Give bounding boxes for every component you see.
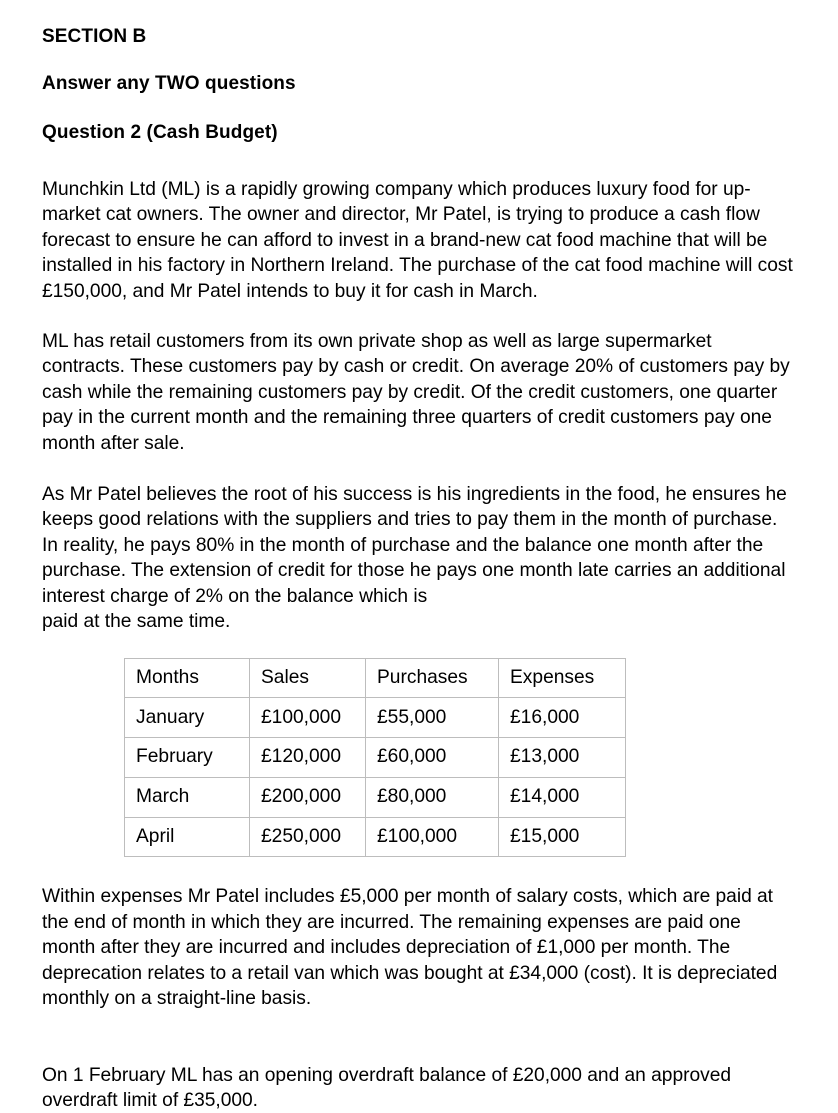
cell-sales: £250,000	[250, 817, 366, 857]
paragraph-overdraft: On 1 February ML has an opening overdraft balance of £20,000 and an approved overdraft limit of £35,000.	[42, 1064, 731, 1111]
cell-month: January	[125, 698, 250, 738]
section-heading: SECTION B	[42, 26, 147, 47]
paragraph-suppliers	[42, 482, 795, 634]
cell-expenses: £15,000	[499, 817, 626, 857]
table-row	[125, 738, 626, 778]
cell-month: April	[125, 817, 250, 857]
table-row	[125, 817, 626, 857]
cell-month: February	[125, 738, 250, 778]
cell-purchases: £55,000	[366, 698, 499, 738]
budget-table-container	[124, 658, 795, 858]
cell-purchases: £100,000	[366, 817, 499, 857]
paragraph-intro: Munchkin Ltd (ML) is a rapidly growing company which produces luxury food for up-market cat owners. The owner and director, Mr Patel, is trying to produce a cash flow forecast to ensure he can afford to invest in a brand-new cat food machine that will be installed in his factory in Northern Ireland. The purchase of the cat food machine will cost £150,000, and Mr Patel intends to buy it for cash in March.	[42, 179, 793, 302]
column-header-months: Months	[125, 658, 250, 698]
paragraph-expenses: Within expenses Mr Patel includes £5,000 per month of salary costs, which are paid at the end of month in which they are incurred. The remaining expenses are paid one month after they are incurred and includes depreciation of £1,000 per month. The deprecation relates to a retail van which was bought at £34,000 (cost). It is depreciated monthly on a straight-line basis.	[42, 886, 778, 1010]
cell-expenses: £13,000	[499, 738, 626, 778]
cell-expenses: £14,000	[499, 777, 626, 817]
table-header-row	[125, 658, 626, 698]
paragraph-suppliers-line-1: As Mr Patel believes the root of his success is his ingredients in the food, he ensures he keeps good relations with the suppliers and tries to pay them in the month of purchase. In reality, he pays 80% in the month of purchase and the balance one month after the purchase. The extension of credit for those he pays one month late carries an additional interest charge of 2% on the balance which is	[42, 484, 787, 607]
budget-table-body	[125, 658, 626, 857]
budget-table	[124, 658, 626, 858]
column-header-expenses: Expenses	[499, 658, 626, 698]
paragraph-suppliers-line-2: paid at the same time.	[42, 611, 231, 633]
cell-expenses: £16,000	[499, 698, 626, 738]
column-header-purchases: Purchases	[366, 658, 499, 698]
instruction-heading: Answer any TWO questions	[42, 73, 296, 94]
cell-sales: £100,000	[250, 698, 366, 738]
cell-purchases: £80,000	[366, 777, 499, 817]
question-heading: Question 2 (Cash Budget)	[42, 122, 278, 143]
column-header-sales: Sales	[250, 658, 366, 698]
paragraph-customers: ML has retail customers from its own private shop as well as large supermarket contracts. These customers pay by cash or credit. On average 20% of customers pay by cash while the remaining customers pay by credit. Of the credit customers, one quarter pay in the current month and the remaining three quarters of credit customers pay one month after sale.	[42, 331, 790, 454]
cell-month: March	[125, 777, 250, 817]
table-row	[125, 777, 626, 817]
cell-sales: £200,000	[250, 777, 366, 817]
table-row	[125, 698, 626, 738]
cell-sales: £120,000	[250, 738, 366, 778]
cell-purchases: £60,000	[366, 738, 499, 778]
